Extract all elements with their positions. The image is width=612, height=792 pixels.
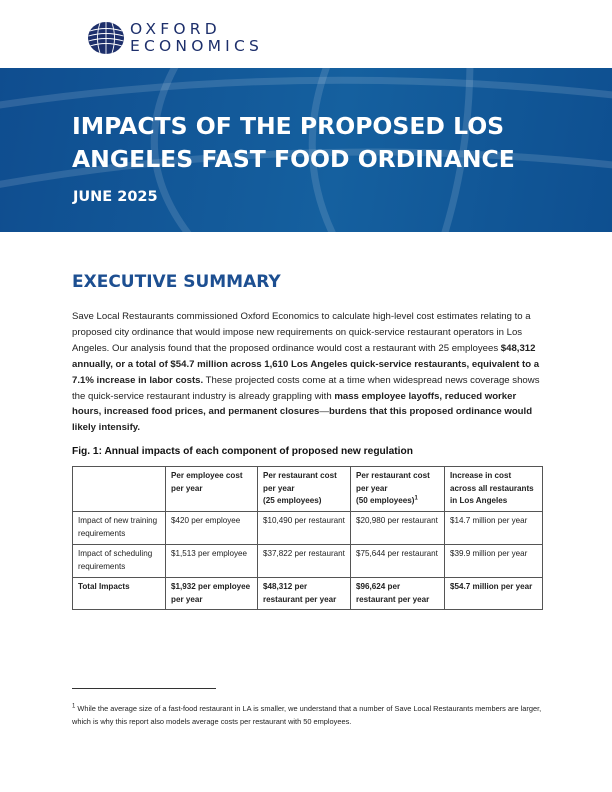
footnote-marker: 1 [414, 495, 418, 502]
footnote-number: 1 [72, 703, 76, 710]
table-cell: $20,980 per restaurant [351, 512, 445, 545]
footnote-text: While the average size of a fast-food restaurant in LA is smaller, we understand that a number of Save Local Restaurants members are larger, which is why this report also models average costs per restaurant with 50 employees. [72, 704, 542, 727]
logo-line-2: ECONOMICS [130, 37, 264, 55]
header-line: Per restaurant cost [263, 471, 337, 480]
table-cell: $1,513 per employee [166, 545, 258, 578]
logo-wordmark [130, 21, 263, 55]
header-line: across all restaurants [450, 483, 534, 493]
summary-text-2: These projected costs come at a time when widespread news coverage shows the quick-service restaurant industry is already grappling with [72, 374, 540, 402]
table-header-row [73, 467, 543, 512]
table-cell: $10,490 per restaurant [258, 512, 351, 545]
table-row [73, 545, 543, 578]
summary-text-1: Save Local Restaurants commissioned Oxford Economics to calculate high-level cost estimates relating to a proposed city ordinance that would impose new requirements on quick-service restaurant operators in Los Angeles. Our analysis found that the proposed ordinance would cost a restaurant with 25 employees [72, 311, 531, 354]
header-cell-total-la [445, 467, 543, 512]
table-row [73, 512, 543, 545]
row-label: Total Impacts [73, 578, 166, 610]
header-cell-empty [73, 467, 166, 512]
header-cell-per-restaurant-25 [258, 467, 351, 512]
header-line: Per restaurant cost [356, 471, 430, 480]
table-cell: $39.9 million per year [445, 545, 543, 578]
summary-dash: — [319, 406, 329, 418]
header-line: per year [171, 483, 203, 493]
logo-line-1: OXFORD [130, 20, 221, 38]
table-cell: $14.7 million per year [445, 512, 543, 545]
table-total-row [73, 578, 543, 610]
table-cell: $75,644 per restaurant [351, 545, 445, 578]
oxford-economics-logo [86, 20, 263, 56]
header-line: per year [356, 483, 388, 493]
section-heading: EXECUTIVE SUMMARY [72, 272, 281, 292]
table-cell: $420 per employee [166, 512, 258, 545]
table-cell: $48,312 per restaurant per year [258, 578, 351, 610]
footnote-divider [72, 688, 216, 689]
summary-bold-1: $48,312 annually, or a total of $54.7 million across 1,610 Los Angeles quick-service restaurants, equivalent to a 7.1% increase in labor costs. [72, 342, 540, 386]
report-title: IMPACTS OF THE PROPOSED LOS ANGELES FAST FOOD ORDINANCE [72, 112, 515, 173]
figure-caption: Fig. 1: Annual impacts of each component of proposed new regulation [72, 446, 413, 457]
header-cell-per-restaurant-50 [351, 467, 445, 512]
row-label: Impact of new training requirements [73, 512, 166, 545]
table-cell: $1,932 per employee per year [166, 578, 258, 610]
globe-icon [86, 20, 126, 56]
summary-paragraph [72, 309, 542, 436]
summary-bold-3: burdens that this proposed ordinance would likely intensify. [72, 406, 533, 434]
table-cell: $96,624 per restaurant per year [351, 578, 445, 610]
header-line: Increase in cost [450, 471, 512, 480]
header-line: Per employee cost [171, 471, 243, 480]
header-line: (25 employees) [263, 496, 322, 506]
summary-bold-2: mass employee layoffs, reduced worker hours, increased food prices, and permanent closures [72, 390, 517, 418]
report-date: JUNE 2025 [73, 189, 158, 205]
row-label: Impact of scheduling requirements [73, 545, 166, 578]
header-line: in Los Angeles [450, 496, 508, 506]
impacts-table [72, 466, 543, 610]
footnote [72, 702, 542, 729]
table-cell: $37,822 per restaurant [258, 545, 351, 578]
header-cell-per-employee [166, 467, 258, 512]
table-cell: $54.7 million per year [445, 578, 543, 610]
header-line: per year [263, 483, 295, 493]
header-line: (50 employees) [356, 496, 415, 506]
